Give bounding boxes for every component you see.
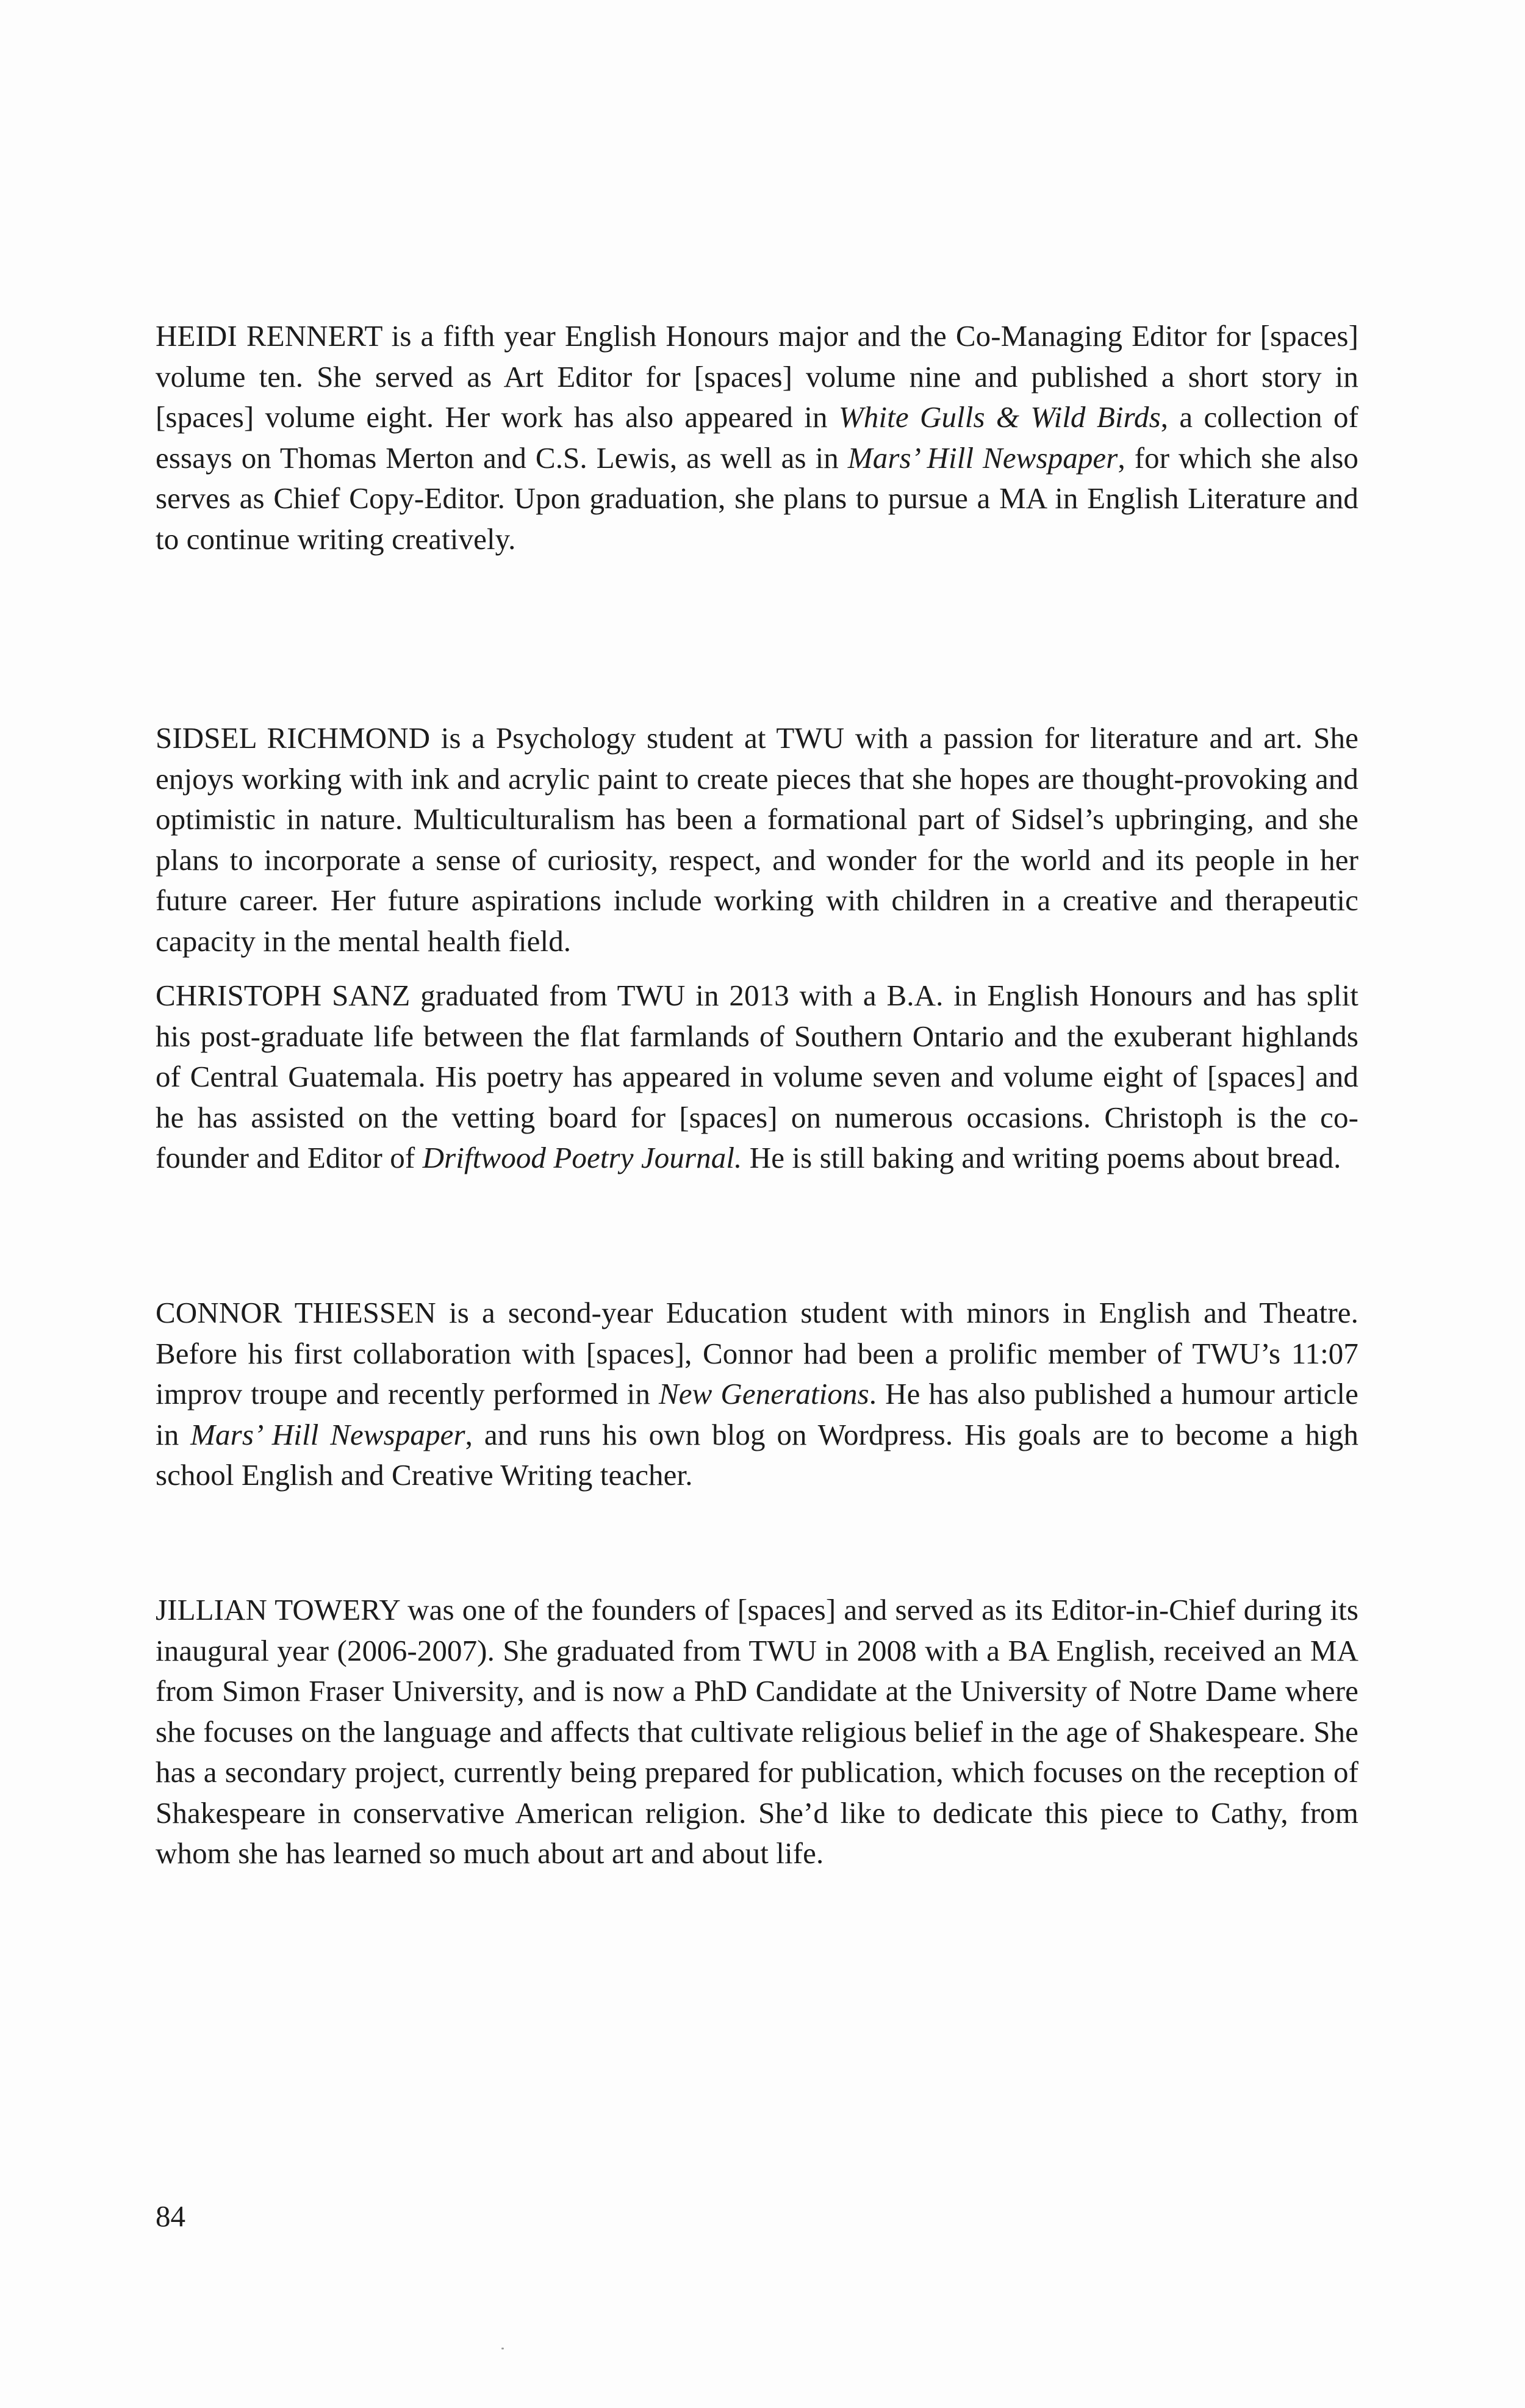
bio-text: JILLIAN TOWERY was one of the founders of [spaces] and served as its Editor-in-Chief during its inaugural year (2006-2007). She graduated from TWU in 2008 with a BA English, received an MA from Simon Fraser University, and is now a PhD Candidate at the University of Notre Dame where she focuses on the language and affects that cultivate religious belief in the age of Shakespeare. She has a secondary project, currently being prepared for publication, which focuses on the reception of Shakespeare in conservative American religion. She’d like to dedicate this piece to Cathy, from whom she has learned so much about art and about life. xyxy=(156,1593,1358,1870)
contributor-bio-jillian-towery xyxy=(156,1590,1358,1874)
bio-italic-title: Mars’ Hill Newspaper xyxy=(847,440,1118,475)
bio-text: CONNOR THIESSEN is a second-year Education student with minors in English and Theatre. Before his first collaboration with [spaces], Connor had been a prolific member of TWU’s 11:07 improv troupe and recently performed in xyxy=(156,1296,1358,1411)
bio-text: HEIDI RENNERT is a fifth year English Honours major and the Co-Managing Editor for [spaces] volume ten. She served as Art Editor for [spaces] volume nine and published a short story in [spaces] volume eight. Her work has also appeared in xyxy=(156,319,1358,434)
bio-text: CHRISTOPH SANZ graduated from TWU in 2013 with a B.A. in English Honours and has split his post-graduate life between the flat farmlands of Southern Ontario and the exuberant highlands of Central Guatemala. His poetry has appeared in volume seven and volume eight of [spaces] and he has assisted on the vetting board for [spaces] on numerous occasions. Christoph is the co-founder and Editor of xyxy=(156,979,1358,1174)
bio-text: SIDSEL RICHMOND is a Psychology student at TWU with a passion for literature and art. She enjoys working with ink and acrylic paint to create pieces that she hopes are thought-provoking and optimistic in nature. Multiculturalism has been a formational part of Sidsel’s upbringing, and she plans to incorporate a sense of curiosity, respect, and wonder for the world and its people in her future career. Her future aspirations include working with children in a creative and therapeutic capacity in the mental health field. xyxy=(156,721,1358,958)
bio-text: , and runs his own blog on Wordpress. His goals are to become a high school English and Creative Writing teacher. xyxy=(156,1417,1358,1492)
bio-text: He is still baking and writing poems about bread. xyxy=(742,1141,1341,1174)
contributor-bio-heidi-rennert xyxy=(156,316,1358,559)
bio-text: , a collection of essays on Thomas Merton and C.S. Lewis, as well as in xyxy=(156,400,1358,475)
bio-italic-title: White Gulls & Wild Birds xyxy=(838,400,1161,434)
contributor-bio-sidsel-richmond xyxy=(156,718,1358,961)
contributor-bio-christoph-sanz xyxy=(156,976,1358,1179)
bio-text: , for which she also serves as Chief Copy-Editor. Upon graduation, she plans to pursue a MA in English Literature and to continue writing creatively. xyxy=(156,440,1358,556)
scan-speck xyxy=(501,2348,504,2349)
bio-italic-title: Driftwood Poetry Journal. xyxy=(422,1141,742,1174)
page-number: 84 xyxy=(156,2199,185,2233)
bio-italic-title: Mars’ Hill Newspaper xyxy=(190,1417,465,1451)
bio-italic-title: New Generations xyxy=(658,1377,869,1411)
bio-text: . He has also published a humour article in xyxy=(156,1377,1358,1451)
contributor-bio-connor-thiessen xyxy=(156,1293,1358,1496)
